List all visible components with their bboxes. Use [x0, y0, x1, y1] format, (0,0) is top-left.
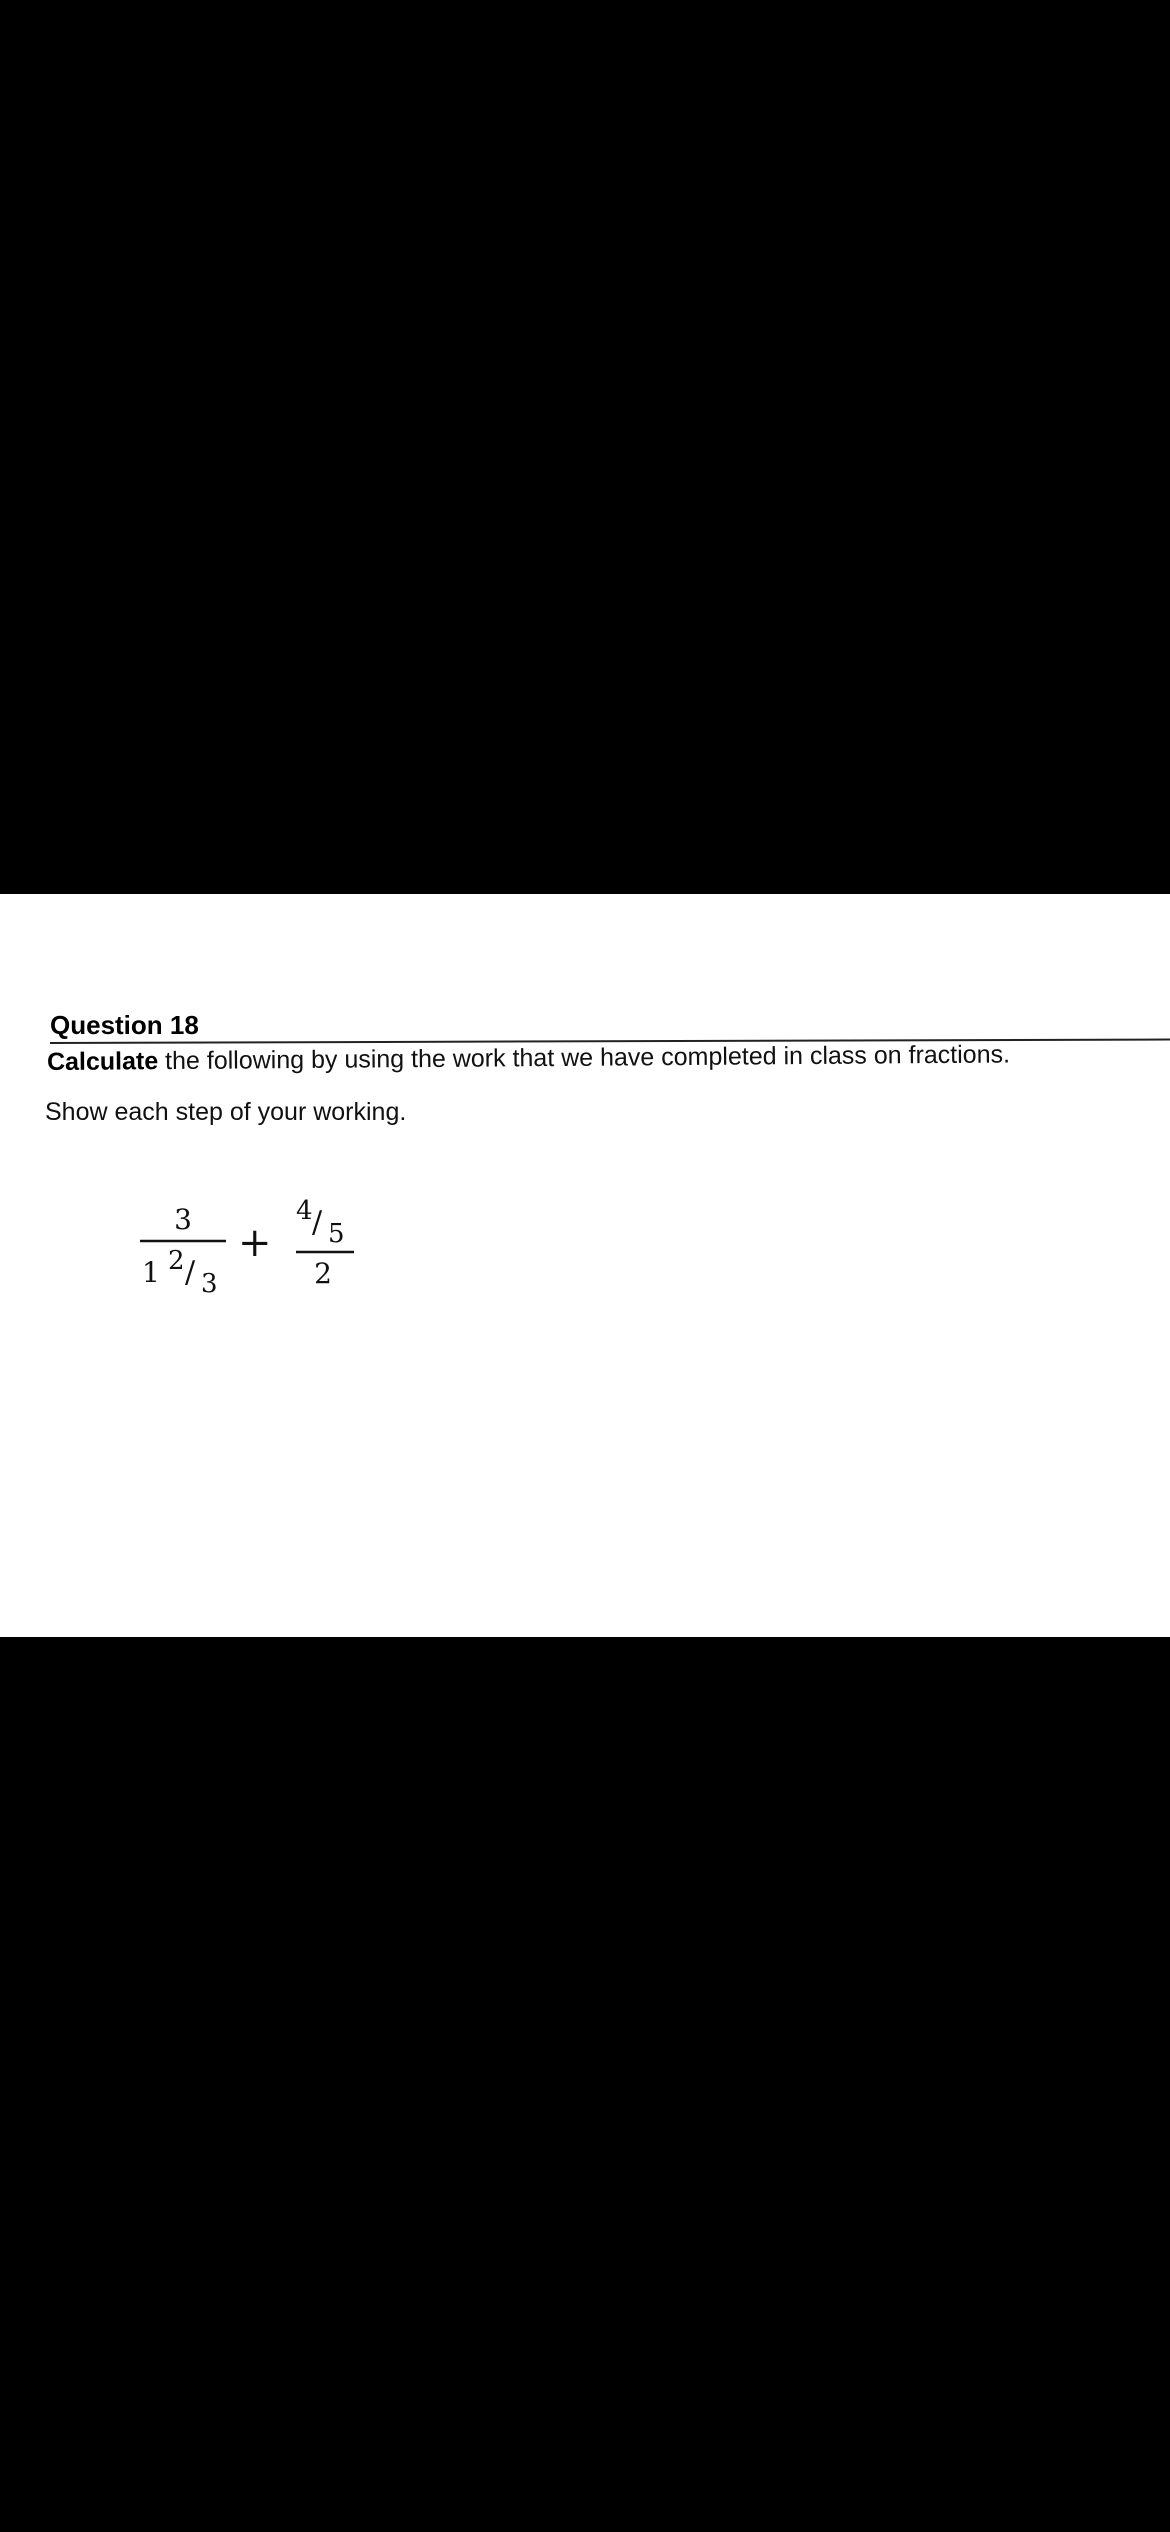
instruction-text: the following by using the work that we have completed in class on fractions.: [158, 1040, 1011, 1076]
right-numerator-den: 5: [328, 1219, 345, 1249]
instruction-bold-word: Calculate: [46, 1047, 159, 1076]
question-title: Question 18: [50, 1010, 199, 1040]
right-numerator-slash: /: [312, 1205, 323, 1240]
plus-operator: +: [238, 1220, 272, 1266]
right-denominator: 2: [314, 1257, 332, 1290]
instruction-line-1: [47, 1039, 1010, 1077]
fraction-expression: [130, 1184, 390, 1334]
left-denominator-slash: /: [185, 1255, 196, 1290]
document-page: [0, 894, 1170, 1637]
right-numerator-num: 4: [296, 1196, 313, 1226]
left-denominator-whole: 1: [142, 1256, 160, 1289]
left-denominator-den: 3: [201, 1269, 218, 1299]
left-denominator-num: 2: [168, 1246, 185, 1276]
instruction-line-2: Show each step of your working.: [45, 1098, 407, 1126]
expression-svg: [130, 1184, 390, 1334]
left-numerator: 3: [174, 1203, 192, 1236]
